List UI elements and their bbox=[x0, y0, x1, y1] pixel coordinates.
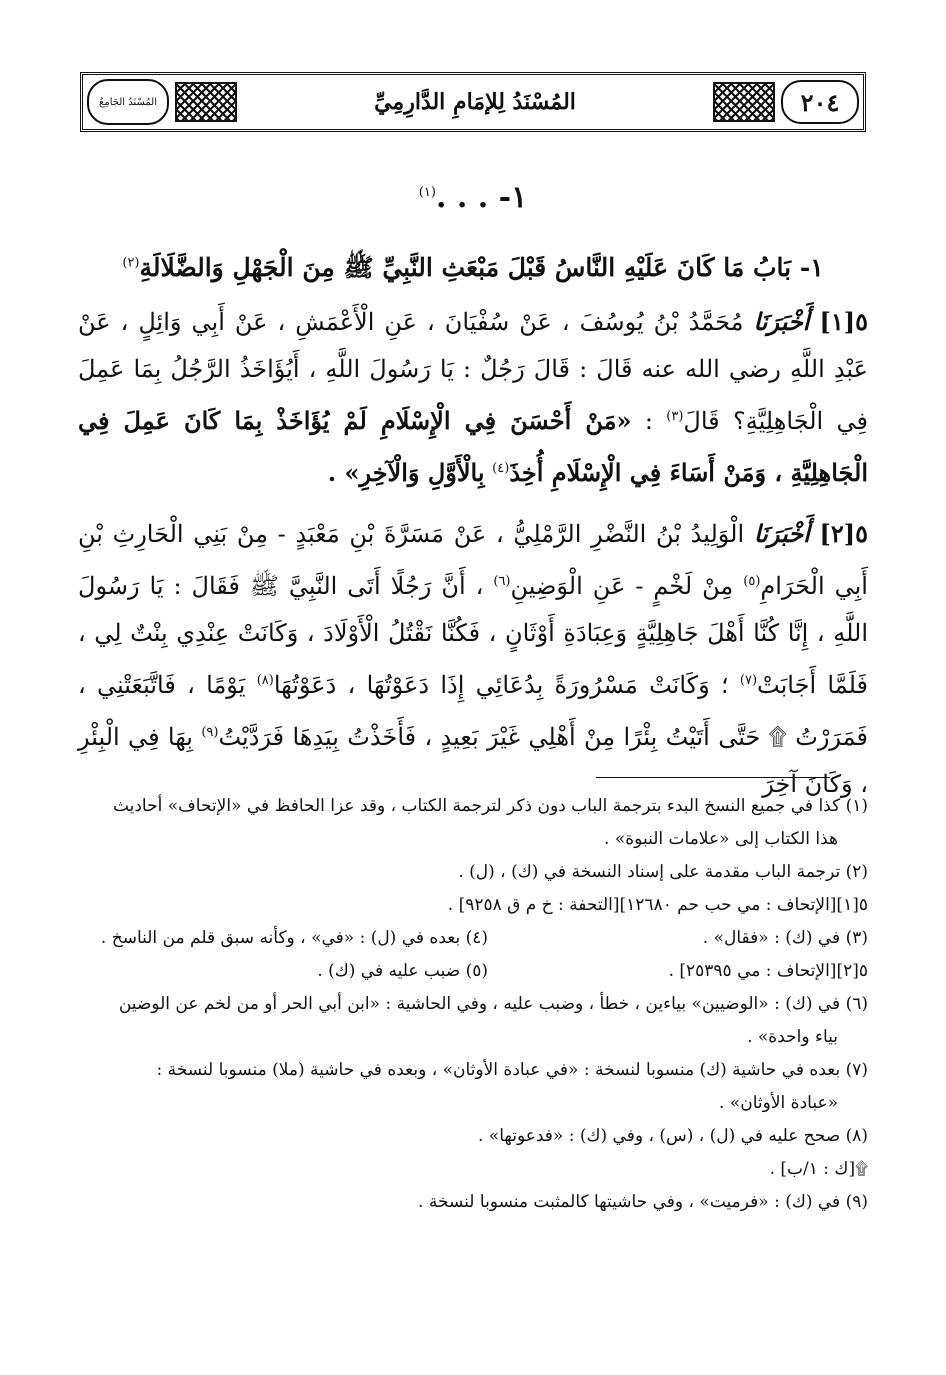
matn-text: بِهَا فِي الْبِئْرِ ، وَكَانَ آخِرَ bbox=[78, 723, 868, 798]
footnote-ref: (٩) bbox=[201, 725, 219, 740]
seal-logo: المُسْنَدُ الجَامِعُ bbox=[87, 79, 169, 125]
matn-text: يَوْمًا ، فَاتَّبَعَتْنِي ، فَمَرَرْتُ ۩ حَتَّى أَتَيْتُ بِئْرًا مِنْ أَهْلِي غَيْرَ بَعِيدٍ ، فَأَخَذْتُ بِيَدِهَا فَرَدَّيْتُ bbox=[78, 671, 868, 751]
footnote-row-3-4 bbox=[82, 922, 868, 955]
footnotes bbox=[82, 790, 868, 1219]
footnote-8: (٨) صحح عليه في (ل) ، (س) ، وفي (ك) : «فدعوتها» . bbox=[478, 1126, 868, 1146]
reference-hadith-2: ٥[٢][الإتحاف : مي ٢٥٣٩٥] . bbox=[668, 961, 868, 981]
footnote-ref: (٥) bbox=[743, 574, 761, 589]
footnote-ref: (٨) bbox=[256, 673, 274, 688]
bab-heading bbox=[80, 252, 866, 289]
ornament-right bbox=[713, 82, 775, 122]
footnote-3: (٣) في (ك) : «فقال» . bbox=[702, 928, 868, 948]
footnote-6: (٦) في (ك) : «الوضيين» بياءين ، خطأ ، وضبب عليه ، وفي الحاشية : «ابن أبي الحر أو من لخم عن الوضين bbox=[118, 994, 868, 1014]
isnad-text: مُحَمَّدُ بْنُ يُوسُفَ ، عَنْ سُفْيَانَ ، عَنِ الْأَعْمَشِ ، عَنْ أَبِي وَائِلٍ ، عَنْ عَبْدِ اللَّهِ رضي الله عنه قَالَ : قَالَ رَجُلٌ : يَا رَسُولَ اللَّهِ ، أَيُؤَاخَذُ الرَّجُلُ بِمَا عَمِلَ فِي الْجَاهِلِيَّةِ؟ قَالَ bbox=[78, 308, 868, 435]
footnote-ref: (٢) bbox=[122, 255, 140, 271]
footnote-5: (٥) ضبب عليه في (ك) . bbox=[317, 961, 488, 981]
matn-text: «مَنْ أَحْسَنَ فِي الْإِسْلَامِ لَمْ يُؤَاخَذْ بِمَا كَانَ عَمِلَ فِي الْجَاهِلِيَّةِ ، وَمَنْ أَسَاءَ فِي الْإِسْلَامِ أُخِذَ bbox=[78, 406, 868, 487]
ornament-left bbox=[175, 82, 237, 122]
footnote-ref: (٦) bbox=[493, 574, 511, 589]
footnote-ref: (٧) bbox=[739, 673, 758, 688]
running-title: المُسْنَدُ لِلإمَامِ الدَّارِمِيِّ bbox=[374, 89, 576, 115]
footnote-4: (٤) بعده في (ل) : «في» ، وكأنه سبق قلم من الناسخ . bbox=[100, 928, 488, 948]
footnote-7-cont: «عبادة الأوثان» . bbox=[719, 1093, 838, 1113]
narration-verb: أَخْبَرَنَا bbox=[753, 519, 810, 548]
bab-heading-text: ١- بَابُ مَا كَانَ عَلَيْهِ النَّاسُ قَبْلَ مَبْعَثِ النَّبِيِّ ﷺ مِنَ الْجَهْلِ وَالضَّلَالَةِ bbox=[139, 253, 824, 282]
footnote-6-cont: بياء واحدة» . bbox=[747, 1027, 838, 1047]
isnad-text: الْوَلِيدُ بْنُ النَّضْرِ الرَّمْلِيُّ ، عَنْ مَسَرَّةَ بْنِ مَعْبَدٍ - مِنْ بَنِي الْحَارِثِ بْنِ أَبِي الْحَرَامِ bbox=[78, 520, 868, 600]
kitab-heading-text: ١- . . . bbox=[435, 180, 528, 215]
page-number: ٢٠٤ bbox=[781, 80, 859, 124]
footnote-divider bbox=[596, 777, 830, 778]
matn-text: بِالْأَوَّلِ وَالْآخِرِ» . bbox=[327, 458, 485, 487]
kitab-heading bbox=[0, 180, 946, 215]
footnote-2: (٢) ترجمة الباب مقدمة على إسناد النسخة في (ك) ، (ل) . bbox=[458, 862, 868, 882]
hadith-number: ٥[١] bbox=[819, 307, 868, 336]
footnote-9: (٩) في (ك) : «فرميت» ، وفي حاشيتها كالمثبت منسوبا لنسخة . bbox=[418, 1192, 868, 1212]
narration-verb: أَخْبَرَنَا bbox=[753, 307, 810, 336]
hadith-number: ٥[٢] bbox=[819, 519, 868, 548]
matn-text: ، أَنَّ رَجُلًا أَتَى النَّبِيَّ ﷺ فَقَالَ : يَا رَسُولَ اللَّهِ ، إِنَّا كُنَّا أَهْلَ جَاهِلِيَّةٍ وَعِبَادَةِ أَوْثَانٍ ، فَكُنَّا نَقْتُلُ الْأَوْلَادَ ، وَكَانَتْ عِنْدِي بِنْتٌ لِي ، فَلَمَّا أَجَابَتْ bbox=[78, 572, 869, 699]
isnad-text: مِنْ لَخْمٍ - عَنِ الْوَضِينِ bbox=[510, 572, 734, 600]
footnote-1: (١) كذا في جميع النسخ البدء بترجمة الباب دون ذكر لترجمة الكتاب ، وقد عزا الحافظ في «الإتحاف» أحاديث bbox=[112, 796, 868, 816]
footnote-7: (٧) بعده في حاشية (ك) منسوبا لنسخة : «في عبادة الأوثان» ، وبعده في حاشية (ملا) منسوبا لنسخة : bbox=[156, 1060, 868, 1080]
manuscript-page-marker: ۩[ك : ١/ب] . bbox=[769, 1159, 868, 1179]
hadith-paragraph-2 bbox=[78, 510, 868, 808]
isnad-text: : bbox=[644, 407, 653, 435]
matn-text: ؛ وَكَانَتْ مَسْرُورَةً بِدُعَائِي إِذَا دَعَوْتُهَا ، دَعَوْتُهَا bbox=[273, 671, 729, 699]
hadith-paragraph-1 bbox=[78, 298, 868, 497]
footnote-row-r2-5 bbox=[82, 955, 868, 988]
footnote-1-cont: هذا الكتاب إلى «علامات النبوة» . bbox=[604, 829, 838, 849]
footnote-ref: (٣) bbox=[666, 409, 684, 424]
footnote-ref: (١) bbox=[418, 185, 436, 200]
page-header bbox=[80, 72, 866, 132]
reference-hadith-1: ٥[١][الإتحاف : مي حب حم ١٢٦٨٠][التحفة : خ م ق ٩٢٥٨] . bbox=[447, 895, 868, 915]
footnote-ref: (٤) bbox=[492, 461, 510, 476]
